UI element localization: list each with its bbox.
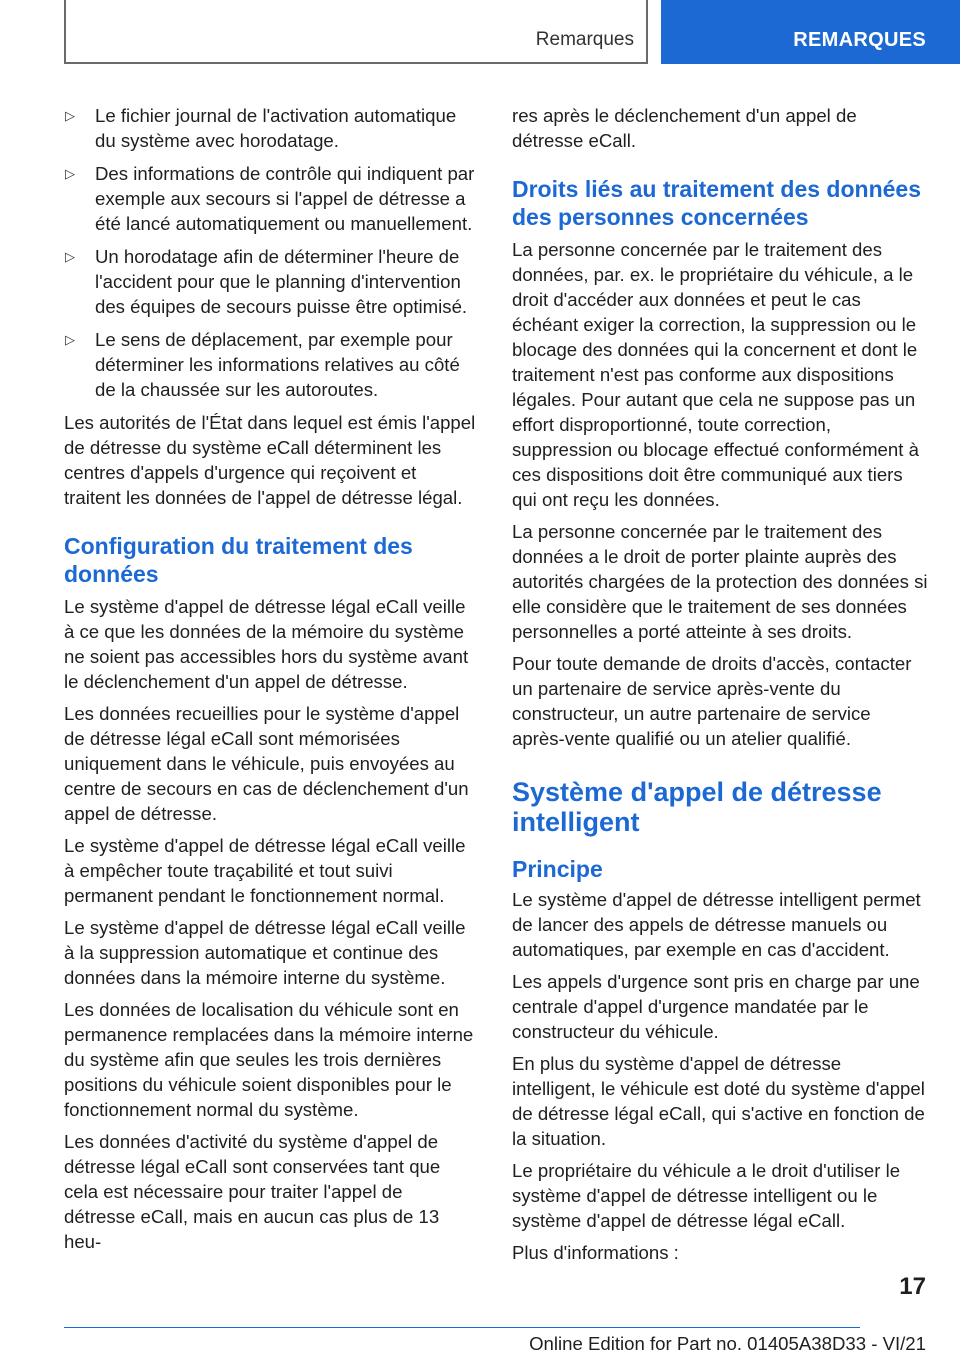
triangle-bullet-icon: ▷ [65,332,75,347]
paragraph: Les données de localisation du véhicule sont en permanence remplacées dans la mémoire interne du système afin que seules les trois dernières positions du véhicule soient disponibles pour le fonctionnement normal du système. [64,999,474,1120]
page-number: 17 [899,1273,926,1300]
list-item: ▷ Le fichier journal de l'activation automatique du système avec horodatage. [65,105,457,151]
paragraph: Les données d'activité du système d'appel de détresse légal eCall sont conservées tant que cela est nécessaire pour traiter l'appel de détresse eCall, mais en aucun cas plus de 13 heu- [64,1131,441,1252]
left-column [64,103,478,1261]
paragraph: Le système d'appel de détresse légal eCall veille à ce que les données de la mémoire du système ne soient pas accessibles hors du système avant le déclenchement d'un appel de détresse. [64,596,469,692]
header-section-box [64,0,648,64]
header-chapter-tab [661,0,960,64]
triangle-bullet-icon: ▷ [65,249,75,264]
paragraph: Les appels d'urgence sont pris en charge par une centrale d'appel d'urgence mandatée par le constructeur du véhicule. [512,971,920,1042]
paragraph: Les autorités de l'État dans lequel est émis l'appel de détresse du système eCall déterminent les centres d'appels d'urgence qui reçoivent et traitent les données de l'appel de détresse légal. [64,412,476,508]
header-section-title: Remarques [535,29,634,50]
paragraph: La personne concernée par le traitement des données a le droit de porter plainte auprès des autorités chargées de la protection des données si elle considère que le traitement de ses données personnelles a porté atteinte à ses droits. [512,521,928,642]
list-item: ▷ Le sens de déplacement, par exemple pour déterminer les informations relatives au côté de la chaussée sur les autoroutes. [65,329,460,400]
paragraph: Pour toute demande de droits d'accès, contacter un partenaire de service après-vente du constructeur, un autre partenaire de service après-vente qualifié ou un atelier qualifié. [512,653,912,749]
footer-edition: Online Edition for Part no. 01405A38D33 - VI/21 [529,1333,926,1354]
paragraph: En plus du système d'appel de détresse intelligent, le véhicule est doté du système d'appel de détresse légal eCall, qui s'active en fonction de la situation. [512,1053,925,1149]
heading-principe: Principe [512,856,603,882]
footer-divider [64,1327,860,1328]
triangle-bullet-icon: ▷ [65,108,75,123]
paragraph: Plus d'informations : [512,1242,679,1263]
paragraph: Le système d'appel de détresse intelligent permet de lancer des appels de détresse manuels ou automatiques, par exemple en cas d'accident. [512,889,921,960]
paragraph: Les données recueillies pour le système d'appel de détresse légal eCall sont mémorisées uniquement dans le véhicule, puis envoyées au centre de secours en cas de déclenchement d'un appel de détresse. [64,703,469,824]
paragraph: Le système d'appel de détresse légal eCall veille à la suppression automatique et continue des données dans la mémoire interne du système. [64,917,466,988]
heading-configuration: Configuration du traitement des données [64,533,413,587]
bullet-list [64,103,478,402]
paragraph: res après le déclenchement d'un appel de détresse eCall. [512,105,857,151]
triangle-bullet-icon: ▷ [65,166,75,181]
paragraph: Le système d'appel de détresse légal eCall veille à empêcher toute traçabilité et tout suivi permanent pendant le fonctionnement normal. [64,835,466,906]
heading-systeme-intelligent: Système d'appel de détresse intelligent [512,777,882,837]
heading-droits: Droits liés au traitement des données des personnes concernées [512,176,922,230]
paragraph: Le propriétaire du véhicule a le droit d'utiliser le système d'appel de détresse intelligent ou le système d'appel de détresse légal eCall. [512,1160,901,1231]
header-chapter-title: REMARQUES [793,29,926,51]
list-item: ▷ Un horodatage afin de déterminer l'heure de l'accident pour que le planning d'intervention des équipes de secours puisse être optimisé. [65,246,468,317]
list-item: ▷ Des informations de contrôle qui indiquent par exemple aux secours si l'appel de détresse a été lancé automatiquement ou manuellement. [65,163,475,234]
paragraph: La personne concernée par le traitement des données, par. ex. le propriétaire du véhicule, a le droit d'accéder aux données et peut le cas échéant exiger la correction, la suppression ou le blocage des données qui la concernent et dont le traitement n'est pas conforme aux dispositions légales. Pour autant que cela ne suppose pas un effort disproportionné, toute correction, suppression ou blocage effectué conformément à ces dispositions doit être communiqué aux tiers qui ont reçu les données. [512,239,919,510]
right-column [512,103,928,1272]
